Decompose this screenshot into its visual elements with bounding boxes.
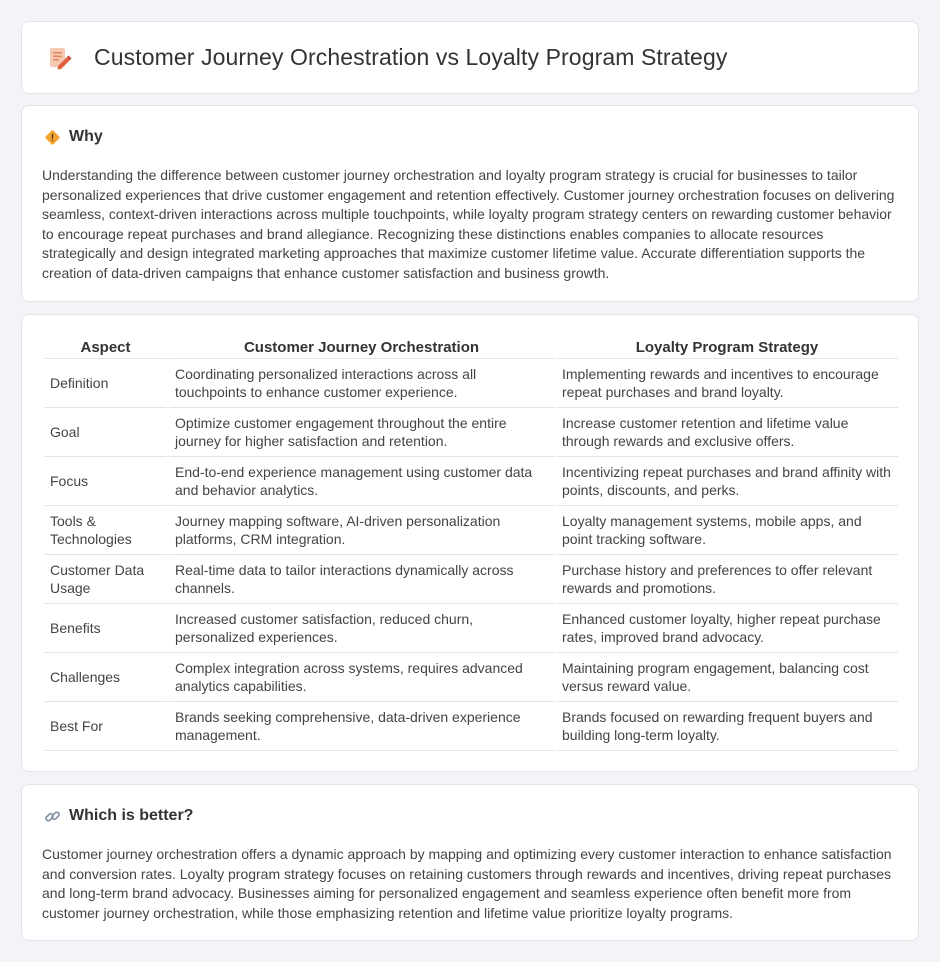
- header-loyalty-program: Loyalty Program Strategy: [556, 336, 898, 359]
- better-heading-row: [44, 807, 193, 825]
- table-row: [44, 457, 898, 506]
- table-row: [44, 702, 898, 751]
- header-journey-orchestration: Customer Journey Orchestration: [169, 336, 554, 359]
- better-heading: Which is better?: [69, 807, 194, 824]
- aspect-cell: Best For: [44, 702, 167, 751]
- link-icon: [44, 808, 61, 825]
- journey-cell: End-to-end experience management using customer data and behavior analytics.: [169, 457, 554, 506]
- why-section: [21, 105, 919, 302]
- loyalty-cell: Incentivizing repeat purchases and brand affinity with points, discounts, and perks.: [556, 457, 898, 506]
- aspect-cell: Definition: [44, 359, 167, 408]
- title-row: [46, 44, 727, 71]
- aspect-cell: Tools & Technologies: [44, 506, 167, 555]
- journey-cell: Brands seeking comprehensive, data-driven experience management.: [169, 702, 554, 751]
- table-header-row: [44, 336, 898, 359]
- better-paragraph: Customer journey orchestration offers a dynamic approach by mapping and optimizing every customer interaction to enhance satisfaction and conversion rates. Loyalty program strategy focuses on retaining customers through rewards and incentives, driving repeat purchases and long-term brand advocacy. Businesses aiming for personalized engagement and seamless experience often benefit more from customer journey orchestration, while those emphasizing retention and lifetime value prioritize loyalty programs.: [42, 846, 892, 921]
- loyalty-cell: Implementing rewards and incentives to encourage repeat purchases and brand loyalty.: [556, 359, 898, 408]
- aspect-cell: Benefits: [44, 604, 167, 653]
- loyalty-cell: Maintaining program engagement, balancing cost versus reward value.: [556, 653, 898, 702]
- journey-cell: Journey mapping software, AI-driven personalization platforms, CRM integration.: [169, 506, 554, 555]
- loyalty-cell: Purchase history and preferences to offer relevant rewards and promotions.: [556, 555, 898, 604]
- loyalty-cell: Enhanced customer loyalty, higher repeat purchase rates, improved brand advocacy.: [556, 604, 898, 653]
- document-pencil-icon: [46, 45, 72, 71]
- loyalty-cell: Increase customer retention and lifetime value through rewards and exclusive offers.: [556, 408, 898, 457]
- header-aspect: Aspect: [44, 336, 167, 359]
- aspect-cell: Goal: [44, 408, 167, 457]
- why-paragraph: Understanding the difference between customer journey orchestration and loyalty program strategy is crucial for businesses to tailor personalized experiences that drive customer engagement and retention effectively. Customer journey orchestration focuses on delivering seamless, context-driven interactions across multiple touchpoints, while loyalty program strategy centers on rewarding customer behavior to encourage repeat purchases and brand allegiance. Recognizing these distinctions enables companies to allocate resources strategically and design integrated marketing approaches that maximize customer lifetime value. Accurate differentiation supports the creation of data-driven campaigns that enhance customer satisfaction and business growth.: [42, 167, 895, 281]
- journey-cell: Complex integration across systems, requires advanced analytics capabilities.: [169, 653, 554, 702]
- journey-cell: Real-time data to tailor interactions dynamically across channels.: [169, 555, 554, 604]
- title-card: [21, 21, 919, 94]
- comparison-section: [21, 314, 919, 772]
- table-row: [44, 408, 898, 457]
- journey-cell: Optimize customer engagement throughout the entire journey for higher satisfaction and retention.: [169, 408, 554, 457]
- table-row: [44, 506, 898, 555]
- table-row: [44, 555, 898, 604]
- why-heading: Why: [69, 128, 103, 145]
- table-row: [44, 653, 898, 702]
- table-row: [44, 359, 898, 408]
- journey-cell: Coordinating personalized interactions across all touchpoints to enhance customer experience.: [169, 359, 554, 408]
- which-is-better-section: [21, 784, 919, 941]
- why-heading-row: [44, 128, 103, 146]
- table-row: [44, 604, 898, 653]
- diamond-warning-icon: [44, 129, 61, 146]
- page-title: Customer Journey Orchestration vs Loyalty Program Strategy: [94, 44, 728, 70]
- comparison-table: [42, 336, 900, 751]
- loyalty-cell: Loyalty management systems, mobile apps, and point tracking software.: [556, 506, 898, 555]
- journey-cell: Increased customer satisfaction, reduced churn, personalized experiences.: [169, 604, 554, 653]
- aspect-cell: Focus: [44, 457, 167, 506]
- aspect-cell: Challenges: [44, 653, 167, 702]
- aspect-cell: Customer Data Usage: [44, 555, 167, 604]
- loyalty-cell: Brands focused on rewarding frequent buyers and building long-term loyalty.: [556, 702, 898, 751]
